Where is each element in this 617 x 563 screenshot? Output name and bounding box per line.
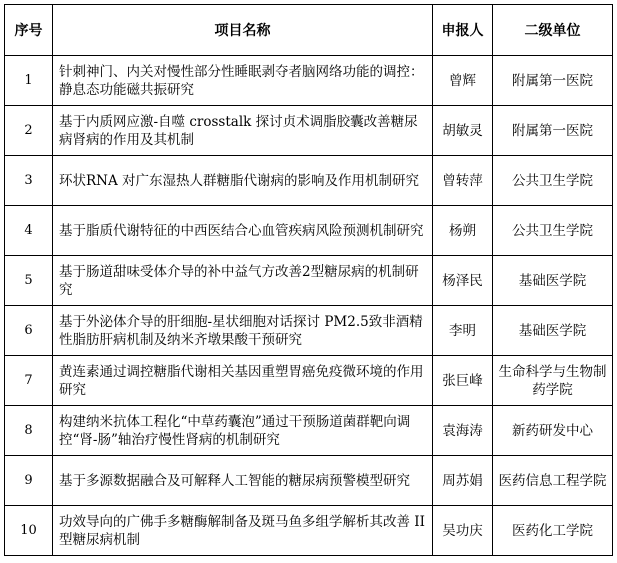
row-unit: 附属第一医院 <box>493 106 613 156</box>
row-unit: 生命科学与生物制药学院 <box>493 356 613 406</box>
row-unit: 附属第一医院 <box>493 56 613 106</box>
row-no: 7 <box>5 356 53 406</box>
table-row <box>5 206 613 256</box>
row-project-name: 黄连素通过调控糖脂代谢相关基因重塑胃癌免疫微环境的作用研究 <box>53 356 433 406</box>
table-row <box>5 456 613 506</box>
row-applicant: 胡敏灵 <box>433 106 493 156</box>
project-table <box>4 4 613 556</box>
row-applicant: 吴功庆 <box>433 506 493 556</box>
table-header <box>5 5 613 56</box>
row-no: 2 <box>5 106 53 156</box>
row-no: 9 <box>5 456 53 506</box>
row-applicant: 张巨峰 <box>433 356 493 406</box>
row-unit: 公共卫生学院 <box>493 206 613 256</box>
table-row <box>5 306 613 356</box>
table-body <box>5 56 613 556</box>
header-applicant: 申报人 <box>433 5 493 56</box>
row-unit: 新药研发中心 <box>493 406 613 456</box>
row-project-name: 针刺神门、内关对慢性部分性睡眠剥夺者脑网络功能的调控：静息态功能磁共振研究 <box>53 56 433 106</box>
row-unit: 医药化工学院 <box>493 506 613 556</box>
table-row <box>5 106 613 156</box>
row-project-name: 功效导向的广佛手多糖酶解制备及斑马鱼多组学解析其改善 II 型糖尿病机制 <box>53 506 433 556</box>
row-unit: 基础医学院 <box>493 256 613 306</box>
header-name: 项目名称 <box>53 5 433 56</box>
row-no: 4 <box>5 206 53 256</box>
row-applicant: 杨朔 <box>433 206 493 256</box>
row-project-name: 基于肠道甜味受体介导的补中益气方改善2型糖尿病的机制研究 <box>53 256 433 306</box>
header-row <box>5 5 613 56</box>
row-no: 5 <box>5 256 53 306</box>
row-no: 10 <box>5 506 53 556</box>
row-applicant: 袁海涛 <box>433 406 493 456</box>
row-applicant: 曾辉 <box>433 56 493 106</box>
row-no: 6 <box>5 306 53 356</box>
row-applicant: 李明 <box>433 306 493 356</box>
row-project-name: 基于脂质代谢特征的中西医结合心血管疾病风险预测机制研究 <box>53 206 433 256</box>
project-table-container <box>4 4 613 556</box>
table-row <box>5 406 613 456</box>
row-project-name: 环状RNA 对广东湿热人群糖脂代谢病的影响及作用机制研究 <box>53 156 433 206</box>
row-unit: 基础医学院 <box>493 306 613 356</box>
table-row <box>5 356 613 406</box>
row-project-name: 构建纳米抗体工程化“中草药囊泡”通过干预肠道菌群靶向调控“肾-肠”轴治疗慢性肾病的机制研究 <box>53 406 433 456</box>
row-applicant: 杨泽民 <box>433 256 493 306</box>
row-applicant: 曾转萍 <box>433 156 493 206</box>
table-row <box>5 56 613 106</box>
row-no: 8 <box>5 406 53 456</box>
row-project-name: 基于多源数据融合及可解释人工智能的糖尿病预警模型研究 <box>53 456 433 506</box>
header-no: 序号 <box>5 5 53 56</box>
row-applicant: 周苏娟 <box>433 456 493 506</box>
table-row <box>5 156 613 206</box>
row-project-name: 基于外泌体介导的肝细胞-星状细胞对话探讨 PM2.5致非酒精性脂肪肝病机制及纳米齐墩果酸干预研究 <box>53 306 433 356</box>
row-unit: 医药信息工程学院 <box>493 456 613 506</box>
row-no: 3 <box>5 156 53 206</box>
header-unit: 二级单位 <box>493 5 613 56</box>
table-row <box>5 256 613 306</box>
row-no: 1 <box>5 56 53 106</box>
row-project-name: 基于内质网应激-自噬 crosstalk 探讨贞术调脂胶囊改善糖尿病肾病的作用及其机制 <box>53 106 433 156</box>
table-row <box>5 506 613 556</box>
row-unit: 公共卫生学院 <box>493 156 613 206</box>
